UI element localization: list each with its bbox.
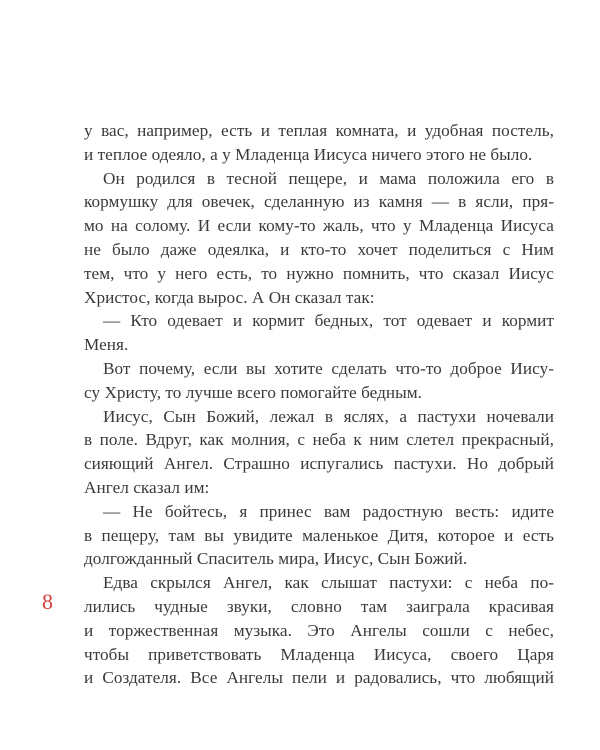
page-number: 8 xyxy=(42,589,53,614)
text-line: и торжественная музыка. Это Ангелы сошли с небес, xyxy=(84,620,554,640)
text-line: чтобы приветствовать Младенца Иисуса, своего Царя xyxy=(84,644,554,664)
text-line: лились чудные звуки, словно там заиграла красивая xyxy=(84,596,554,616)
text-line: сияющий Ангел. Страшно испугались пастухи. Но добрый xyxy=(84,454,554,474)
text-line: Ангел сказал им: xyxy=(84,477,210,497)
text-line: в поле. Вдруг, как молния, с неба к ним слетел прекрасный, xyxy=(84,430,554,450)
text-line: кормушку для овечек, сделанную из камня — в ясли, пря- xyxy=(84,192,554,212)
text-line: у вас, например, есть и теплая комната, и удобная постель, xyxy=(84,121,554,140)
text-line: не было даже одеялка, и кто-то хочет поделиться с Ним xyxy=(84,239,554,259)
text-line: Меня. xyxy=(84,335,129,355)
body-text xyxy=(84,119,554,690)
text-line: Едва скрылся Ангел, как слышат пастухи: с неба по- xyxy=(103,573,554,593)
text-line: Он родился в тесной пещере, и мама положила его в xyxy=(103,168,554,188)
text-line: тем, что у него есть, то нужно помнить, что сказал Иисус xyxy=(84,263,554,283)
text-line: и Создателя. Все Ангелы пели и радовались, что любящий xyxy=(84,668,554,688)
text-line: в пещеру, там вы увидите маленькое Дитя, которое и есть xyxy=(84,525,554,545)
text-line: мо на солому. И если кому-то жаль, что у Младенца Иисуса xyxy=(84,216,554,236)
text-line: долгожданный Спаситель мира, Иисус, Сын Божий. xyxy=(84,549,468,569)
text-line: Иисус, Сын Божий, лежал в яслях, а пастухи ночевали xyxy=(103,406,554,426)
text-line: Вот почему, если вы хотите сделать что-то доброе Иису- xyxy=(103,358,554,378)
text-line: су Христу, то лучше всего помогайте бедным. xyxy=(84,382,422,402)
text-line: Христос, когда вырос. А Он сказал так: xyxy=(84,287,375,307)
text-line: — Кто одевает и кормит бедных, тот одевает и кормит xyxy=(103,311,554,331)
text-line: — Не бойтесь, я принес вам радостную весть: идите xyxy=(103,501,554,521)
text-line: и теплое одеяло, а у Младенца Иисуса ничего этого не было. xyxy=(84,144,533,164)
